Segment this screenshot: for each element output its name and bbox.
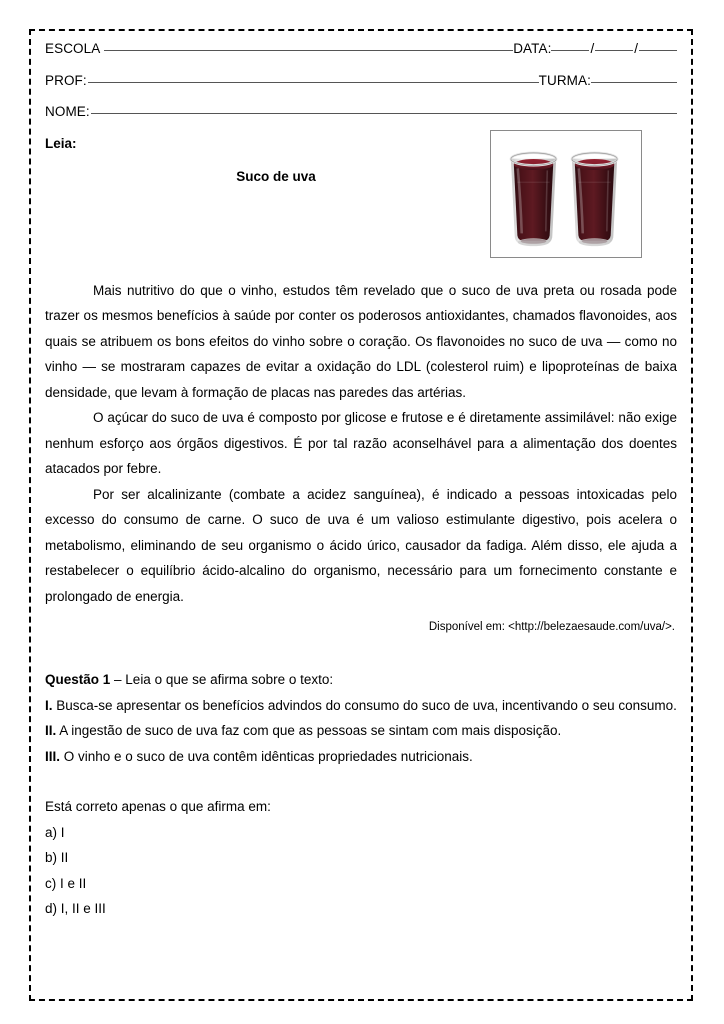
statement-iii-roman: III.: [45, 748, 61, 764]
escola-fill-line[interactable]: [104, 50, 513, 51]
alternative-d[interactable]: d) I, II e III: [45, 901, 106, 916]
answer-prompt: Está correto apenas o que afirma em:: [45, 799, 271, 814]
question-block: [45, 667, 677, 922]
data-label: DATA:: [513, 41, 552, 56]
question-dash: –: [110, 672, 126, 687]
article-source: Disponível em: <http://belezaesaude.com/uva/>.: [428, 621, 675, 633]
page-content: [45, 41, 677, 993]
grape-juice-figure: [490, 130, 642, 258]
article-paragraph-3: Por ser alcalinizante (combate a acidez sanguínea), é indicado a pessoas intoxicadas pelo excesso do consumo de carne. O suco de uva é um valioso estimulante digestivo, pois acelera o metabolismo, eliminando de seu organismo o ácido úrico, causador da fadiga. Além disso, ele ajuda a restabelecer o equilíbrio ácido-alcalino do organismo, necessário para um fornecimento constante e prolongado de energia.: [45, 486, 677, 604]
statement-iii: [45, 744, 677, 770]
statement-i-roman: I.: [45, 697, 53, 713]
question-number: Questão 1: [45, 672, 111, 687]
worksheet-page: [29, 29, 693, 1001]
prof-label: PROF:: [45, 72, 87, 88]
article-body: [45, 278, 677, 634]
question-heading: [45, 667, 677, 693]
data-month-field[interactable]: [595, 50, 633, 51]
nome-fill-line[interactable]: [91, 113, 677, 114]
right-glass: [572, 152, 617, 245]
alternative-a[interactable]: a) I: [45, 824, 65, 840]
data-day-field[interactable]: [551, 50, 589, 51]
statement-i: [45, 693, 677, 719]
prof-fill-line[interactable]: [88, 82, 539, 83]
statement-i-text: Busca-se apresentar os benefícios advindos do consumo do suco de uva, incentivando o seu consumo.: [52, 697, 677, 713]
article-paragraph-1: Mais nutritivo do que o vinho, estudos têm revelado que o suco de uva preta ou rosada pode trazer os mesmos benefícios à saúde por conter os poderosos antioxidantes, chamados flavonoides, aos quais se atribuem os bons efeitos do vinho sobre o coração. Os flavonoides no suco de uva — como no vinho — se mostraram capazes de evitar a oxidação do LDL (colesterol ruim) e lipoproteínas de baixa densidade, que levam à formação de placas nas paredes das artérias.: [45, 282, 677, 400]
statement-ii: [45, 718, 677, 744]
article-paragraph-2: O açúcar do suco de uva é composto por glicose e frutose e é diretamente assimilável: não exige nenhum esforço aos órgãos digestivos. É por tal razão aconselhável para a alimentação dos doentes atacados por febre.: [45, 410, 677, 476]
header-row-prof-turma: [45, 73, 677, 88]
escola-label: ESCOLA: [45, 41, 101, 56]
alternative-b[interactable]: b) II: [45, 850, 69, 865]
data-slash-2: /: [634, 41, 638, 56]
data-year-field[interactable]: [639, 50, 677, 51]
statement-iii-text: O vinho e o suco de uva contêm idênticas propriedades nutricionais.: [60, 748, 473, 764]
two-glasses-of-grape-juice-icon: [491, 131, 641, 257]
alternative-c[interactable]: c) I e II: [45, 875, 87, 891]
turma-label: TURMA:: [538, 72, 591, 88]
leia-label: Leia:: [45, 135, 77, 151]
reading-header-block: [45, 136, 677, 264]
nome-label: NOME:: [45, 104, 90, 119]
statement-ii-roman: II.: [45, 723, 57, 738]
left-glass: [511, 152, 556, 245]
article-title: Suco de uva: [236, 168, 316, 184]
header-row-nome: [45, 104, 677, 119]
turma-fill-line[interactable]: [591, 82, 677, 83]
header-row-escola-data: [45, 41, 677, 56]
question-instruction: Leia o que se afirma sobre o texto:: [125, 672, 334, 687]
data-slash-1: /: [590, 41, 595, 56]
statement-ii-text: A ingestão de suco de uva faz com que as pessoas se sintam com mais disposição.: [56, 723, 562, 738]
